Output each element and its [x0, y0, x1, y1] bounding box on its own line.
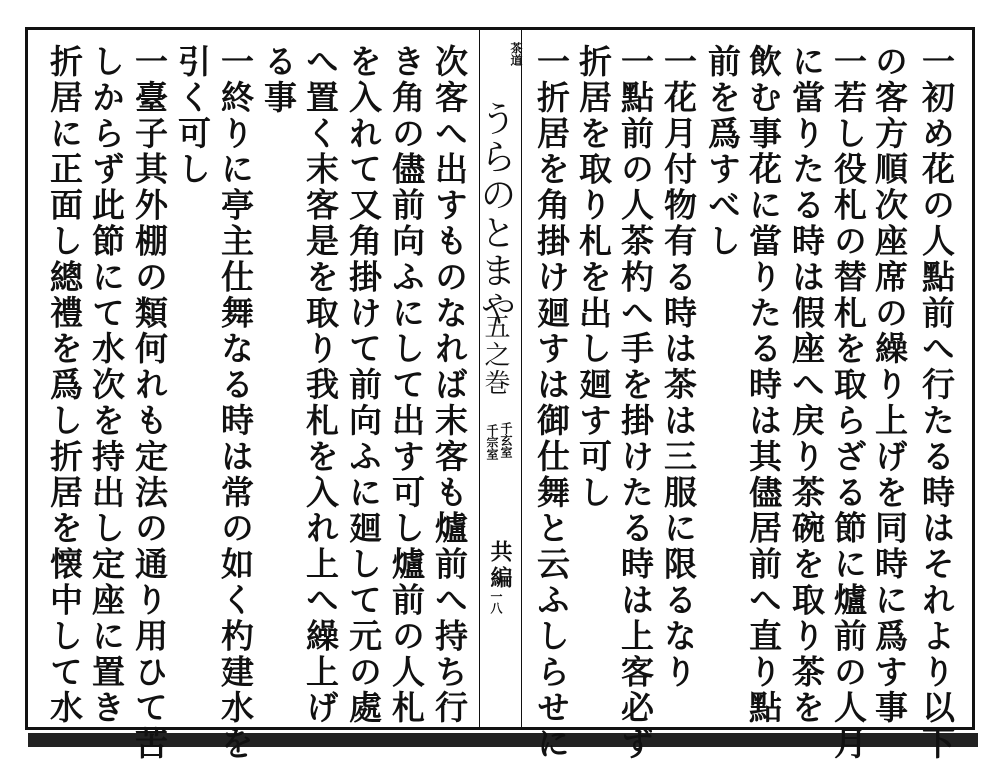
series-label: 茶道 [509, 42, 523, 66]
text-column: の客方順次座席の繰り上げを同時に爲す事 [870, 44, 909, 727]
page-number: 一八 [489, 590, 503, 614]
text-column: に當りたる時は假座へ戻り茶碗を取り茶を [787, 44, 826, 727]
text-column: 一若し役札の替札を取らざる節に爐前の人月 [829, 44, 868, 762]
text-column: 一折居を角掛け廻すは御仕舞と云ふしらせに [532, 44, 571, 762]
text-column: る事 [259, 44, 298, 116]
text-column: 折居を取り札を出し廻す可し [574, 44, 613, 511]
text-column: 折居に正面し總禮を爲し折居を懐中して水 [45, 44, 84, 727]
authors-line2: 千宗室 [485, 424, 499, 460]
text-column: 前を爲すべし [703, 44, 742, 260]
text-column: しからず此節にて水次を持出し定座に置き [87, 44, 126, 727]
text-column: 飲む事花に當りたる時は其儘居前へ直り點 [744, 44, 783, 727]
center-rule-right [521, 30, 522, 727]
text-column: 一終りに亭主仕舞なる時は常の如く杓建水を [216, 44, 255, 762]
volume-label: 五之巻 [480, 313, 510, 397]
edited-label: 共編 [487, 540, 513, 592]
text-column: 一點前の人茶杓へ手を掛けたる時は上客必ず [616, 44, 655, 762]
text-column: 一臺子其外棚の類何れも定法の通り用ひて苦 [130, 44, 169, 762]
authors-line1: 千玄室 [499, 422, 513, 458]
text-column: 次客へ出すものなれば末客も爐前へ持ち行 [430, 44, 469, 727]
text-column: 一初め花の人點前へ行たる時はそれより以下 [917, 44, 956, 762]
text-column: へ置く末客是を取り我札を入れ上へ繰上げ [301, 44, 340, 727]
text-column: 一花月付物有る時は茶は三服に限るなり [659, 44, 698, 691]
text-column: き角の儘前向ふにして出す可し爐前の人札 [387, 44, 426, 727]
text-column: 引く可し [173, 44, 212, 188]
text-column: を入れて又角掛けて前向ふに廻して元の處 [344, 44, 383, 727]
book-title: うらのとまや [475, 100, 516, 328]
